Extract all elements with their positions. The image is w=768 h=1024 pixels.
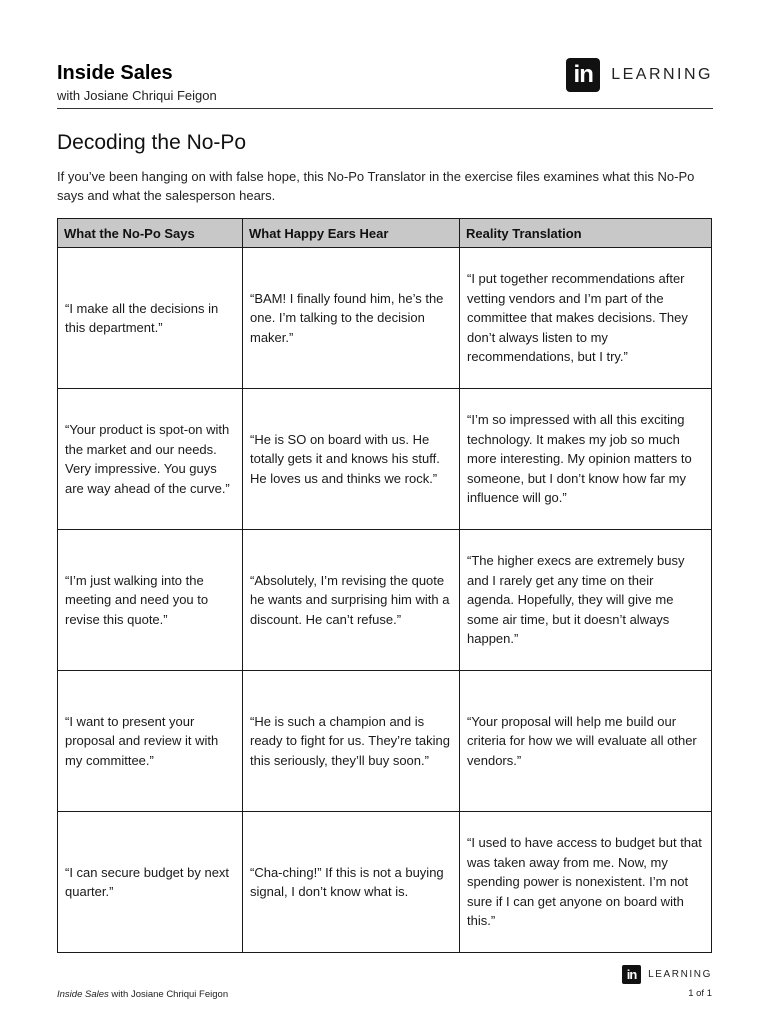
no-po-says-cell: “Your product is spot-on with the market and our needs. Very impressive. You guys are way ahead of the curve.” xyxy=(58,389,243,530)
reality-cell: “Your proposal will help me build our criteria for how we will evaluate all other vendors.” xyxy=(460,671,712,812)
no-po-says-cell: “I make all the decisions in this department.” xyxy=(58,248,243,389)
column-header: What the No-Po Says xyxy=(58,219,243,248)
footer-logo-wordmark: LEARNING xyxy=(648,969,712,980)
linkedin-in-icon: in xyxy=(622,965,641,984)
section-title: Decoding the No-Po xyxy=(57,131,247,154)
footer-linkedin-learning-logo xyxy=(622,965,712,984)
course-instructor: with Josiane Chriqui Feigon xyxy=(57,88,217,103)
course-title: Inside Sales xyxy=(57,62,173,84)
table-row xyxy=(58,812,712,953)
page-header xyxy=(57,60,713,109)
linkedin-in-icon: in xyxy=(566,58,600,92)
footer-course-credit xyxy=(57,989,228,1000)
no-po-says-cell: “I want to present your proposal and review it with my committee.” xyxy=(58,671,243,812)
logo-wordmark: LEARNING xyxy=(611,66,713,83)
table-row xyxy=(58,671,712,812)
reality-cell: “I put together recommendations after vetting vendors and I’m part of the committee that makes decisions. They don’t always listen to my recommendations, but I try.” xyxy=(460,248,712,389)
footer-course-instructor: with Josiane Chriqui Feigon xyxy=(108,989,229,1000)
happy-ears-cell: “He is such a champion and is ready to fight for us. They’re taking this seriously, they’ll buy soon.” xyxy=(243,671,460,812)
no-po-translator-table xyxy=(57,218,712,953)
reality-cell: “I’m so impressed with all this exciting technology. It makes my job so much more interesting. My opinion matters to someone, but I don’t know how far my influence will go.” xyxy=(460,389,712,530)
page-number: 1 of 1 xyxy=(688,988,712,999)
reality-cell: “I used to have access to budget but that was taken away from me. Now, my spending power is nonexistent. I’m not sure if I can get anyone on board with this.” xyxy=(460,812,712,953)
happy-ears-cell: “He is SO on board with us. He totally gets it and knows his stuff. He loves us and thinks we rock.” xyxy=(243,389,460,530)
column-header: What Happy Ears Hear xyxy=(243,219,460,248)
happy-ears-cell: “Absolutely, I’m revising the quote he wants and surprising him with a discount. He can’t refuse.” xyxy=(243,530,460,671)
table-row xyxy=(58,389,712,530)
linkedin-learning-logo xyxy=(566,57,713,93)
no-po-says-cell: “I’m just walking into the meeting and need you to revise this quote.” xyxy=(58,530,243,671)
reality-cell: “The higher execs are extremely busy and I rarely get any time on their agenda. Hopefully, they will give me some air time, but it doesn’t always happen.” xyxy=(460,530,712,671)
table-header-row xyxy=(58,219,712,248)
table-row xyxy=(58,248,712,389)
happy-ears-cell: “Cha-ching!” If this is not a buying signal, I don’t know what is. xyxy=(243,812,460,953)
happy-ears-cell: “BAM! I finally found him, he’s the one. I’m talking to the decision maker.” xyxy=(243,248,460,389)
no-po-says-cell: “I can secure budget by next quarter.” xyxy=(58,812,243,953)
column-header: Reality Translation xyxy=(460,219,712,248)
table-row xyxy=(58,530,712,671)
footer-course-title: Inside Sales xyxy=(57,989,109,1000)
intro-paragraph: If you’ve been hanging on with false hope, this No-Po Translator in the exercise files examines what this No-Po says and what the salesperson hears. xyxy=(57,169,695,203)
